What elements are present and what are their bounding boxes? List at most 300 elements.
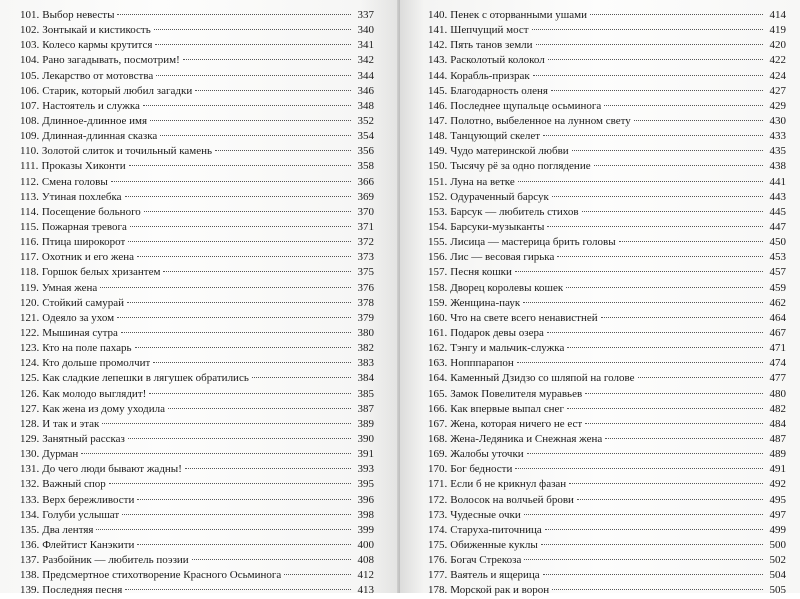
toc-entry-title: Как сладкие лепешки в лягушек обратились [42,372,249,385]
toc-entry [428,523,786,538]
toc-entry-page: 443 [769,190,786,203]
toc-entry-page: 399 [357,523,374,536]
toc-entry-title: Охотник и его жена [41,251,135,264]
toc-leader-dots [567,347,763,348]
toc-entry [428,114,786,129]
toc-entry-title: Важный спор [42,478,106,491]
toc-entry-title: Последнее щупальце осьминога [450,99,602,112]
toc-entry-page: 337 [357,9,374,21]
toc-entry-page: 495 [769,493,786,506]
toc-entry [20,296,374,311]
toc-entry-number: 108. [20,114,40,127]
toc-entry [20,583,374,598]
toc-entry-title: Танцующий скелет [450,130,541,143]
toc-leader-dots [130,226,351,227]
toc-entry-page: 390 [357,432,374,445]
toc-entry-number: 107. [20,99,40,112]
toc-leader-dots [96,529,351,530]
toc-entry [428,341,786,356]
toc-leader-dots [183,59,351,60]
toc-entry-number: 109. [20,130,40,143]
toc-entry-number: 128. [20,417,40,430]
toc-entry-number: 116. [20,236,39,249]
toc-entry-number: 127. [20,402,40,415]
toc-entry-number: 119. [20,281,39,294]
toc-entry-title: Разбойник — любитель поэзии [42,554,189,567]
toc-leader-dots [543,135,763,136]
toc-entry [20,38,374,53]
toc-leader-dots [155,44,351,45]
toc-entry [20,568,374,583]
toc-entry-number: 142. [428,39,448,52]
toc-entry [428,296,786,311]
toc-entry-title: Бог бедности [450,463,513,476]
toc-leader-dots [594,165,763,166]
toc-entry-title: Рано загадывать, посмотрим! [42,54,180,67]
toc-entry-title: Как молодо выглядит! [42,387,147,400]
toc-entry-page: 375 [357,266,374,279]
toc-entry-title: Колесо кармы крутится [42,39,153,52]
toc-entry-page: 378 [357,296,374,309]
toc-leader-dots [552,196,763,197]
toc-leader-dots [185,468,351,469]
toc-entry [428,538,786,553]
toc-entry [20,159,374,174]
toc-leader-dots [129,165,351,166]
toc-entry-number: 175. [428,538,448,551]
toc-entry-number: 110. [20,145,39,158]
right-page [400,0,800,597]
toc-leader-dots [524,559,763,560]
toc-leader-dots [117,317,351,318]
toc-entry-title: Чудо материнской любви [450,145,569,158]
toc-entry-title: Одеяло за ухом [42,311,115,324]
toc-entry-title: Золотой слиток и точильный камень [41,145,213,158]
toc-leader-dots [524,514,763,515]
toc-entry-number: 170. [428,463,448,476]
toc-entry-number: 144. [428,69,448,82]
toc-entry-number: 129. [20,432,40,445]
toc-leader-dots [137,256,351,257]
toc-entry-page: 504 [769,569,786,582]
toc-entry-title: Чудесные очки [450,508,521,521]
toc-leader-dots [545,529,763,530]
toc-entry-page: 412 [357,569,374,582]
toc-entry [428,417,786,432]
toc-entry-title: Выбор невесты [42,9,115,21]
toc-leader-dots [536,44,763,45]
toc-leader-dots [585,393,763,394]
toc-leader-dots [523,302,763,303]
toc-entry-page: 419 [769,24,786,37]
toc-leader-dots [192,559,351,560]
toc-entry [20,508,374,523]
toc-entry-title: Лекарство от мотовства [42,69,154,82]
toc-entry-title: Посещение больного [41,205,141,218]
toc-entry-page: 396 [357,493,374,506]
toc-entry-page: 441 [769,175,786,188]
toc-entry [428,129,786,144]
toc-entry-page: 477 [769,372,786,385]
toc-entry-title: Пожарная тревога [41,220,127,233]
toc-entry [20,144,374,159]
toc-entry [428,371,786,386]
toc-leader-dots [143,105,351,106]
toc-entry-title: Песня кошки [450,266,512,279]
toc-entry-number: 163. [428,357,448,370]
toc-entry-page: 450 [769,236,786,249]
toc-entry-page: 487 [769,432,786,445]
toc-entry [20,402,374,417]
toc-entry-page: 474 [769,357,786,370]
toc-entry-number: 101. [20,9,40,21]
toc-entry-page: 413 [357,584,374,597]
toc-entry-page: 395 [357,478,374,491]
toc-leader-dots [195,90,351,91]
toc-leader-dots [102,423,351,424]
toc-entry [428,477,786,492]
toc-entry-title: Луна на ветке [450,175,515,188]
toc-leader-dots [149,393,351,394]
toc-entry [428,69,786,84]
toc-entry-title: Волосок на волчьей брови [450,493,574,506]
toc-list-left [20,8,374,598]
toc-entry-page: 369 [357,190,374,203]
toc-entry-title: Верх бережливости [42,493,135,506]
toc-entry-number: 143. [428,54,448,67]
toc-leader-dots [566,287,763,288]
toc-entry-title: Расколотый колокол [450,54,545,67]
toc-entry-title: Лис — весовая гирька [450,251,555,264]
toc-entry [20,371,374,386]
toc-entry-title: Смена головы [41,175,108,188]
toc-entry-page: 346 [357,84,374,97]
toc-leader-dots [150,120,351,121]
left-page [0,0,400,597]
toc-entry-title: Тысячу рё за одно поглядение [450,160,591,173]
toc-entry-number: 122. [20,326,40,339]
toc-leader-dots [619,241,763,242]
toc-entry-page: 383 [357,357,374,370]
toc-entry-title: Как жена из дому уходила [42,402,165,415]
toc-entry-page: 462 [769,296,786,309]
toc-entry [20,23,374,38]
toc-entry-title: Дворец королевы кошек [450,281,564,294]
toc-entry-number: 118. [20,266,39,279]
toc-entry [428,265,786,280]
toc-entry-page: 358 [357,160,374,173]
toc-leader-dots [515,468,763,469]
toc-entry-number: 178. [428,584,448,597]
toc-entry-title: Жена, которая ничего не ест [450,417,583,430]
toc-entry [428,190,786,205]
toc-entry-page: 420 [769,39,786,52]
toc-entry [428,220,786,235]
toc-leader-dots [605,438,763,439]
toc-entry-title: Обиженные куклы [450,538,538,551]
toc-entry-title: Нопппарапон [450,357,514,370]
toc-entry-page: 400 [357,538,374,551]
toc-entry [428,553,786,568]
toc-leader-dots [111,181,351,182]
toc-entry-page: 348 [357,99,374,112]
toc-entry-page: 382 [357,342,374,355]
toc-entry [20,477,374,492]
toc-entry-title: Птица широкорот [41,236,126,249]
toc-entry-page: 341 [357,39,374,52]
toc-entry [20,553,374,568]
toc-entry-number: 155. [428,236,448,249]
toc-leader-dots [122,514,351,515]
toc-leader-dots [144,211,351,212]
toc-entry-title: Занятный рассказ [42,432,125,445]
toc-entry-title: Мышиная сутра [42,326,118,339]
toc-leader-dots [585,423,763,424]
toc-entry-number: 157. [428,266,448,279]
toc-leader-dots [156,75,351,76]
toc-leader-dots [168,408,351,409]
toc-entry-title: Замок Повелителя муравьев [450,387,583,400]
toc-leader-dots [137,499,351,500]
toc-entry-page: 340 [357,24,374,37]
toc-entry [428,175,786,190]
toc-entry-title: До чего люди бывают жадны! [42,463,182,476]
toc-entry-number: 138. [20,569,40,582]
toc-entry-page: 391 [357,448,374,461]
toc-entry [428,99,786,114]
toc-entry [428,432,786,447]
toc-entry-number: 131. [20,463,40,476]
toc-entry [20,53,374,68]
toc-entry-number: 145. [428,84,448,97]
toc-entry-number: 140. [428,9,448,21]
toc-entry-title: Длинное-длинное имя [42,114,148,127]
toc-entry-page: 366 [357,175,374,188]
toc-leader-dots [284,574,351,575]
toc-entry-number: 121. [20,311,40,324]
toc-entry-title: Женщина-паук [450,296,521,309]
toc-leader-dots [527,453,763,454]
toc-entry-number: 102. [20,24,40,37]
toc-leader-dots [109,483,351,484]
toc-leader-dots [638,377,763,378]
toc-entry-page: 502 [769,554,786,567]
toc-entry-number: 133. [20,493,40,506]
toc-entry-number: 125. [20,372,40,385]
toc-entry [20,417,374,432]
toc-entry-page: 380 [357,326,374,339]
toc-entry-page: 352 [357,114,374,127]
toc-entry-title: Барсуки-музыканты [450,220,545,233]
toc-entry-number: 153. [428,205,448,218]
toc-entry-title: Шепчущий мост [450,24,529,37]
toc-leader-dots [153,362,351,363]
toc-entry-page: 499 [769,523,786,536]
toc-entry-title: Настоятель и служка [42,99,140,112]
toc-leader-dots [100,287,351,288]
toc-entry-title: Кто дольше промолчит [42,357,151,370]
toc-entry-title: Благодарность оленя [450,84,548,97]
toc-entry-number: 146. [428,99,448,112]
toc-entry [428,159,786,174]
toc-entry-number: 132. [20,478,40,491]
toc-entry-number: 103. [20,39,40,52]
toc-entry [20,311,374,326]
toc-entry [428,144,786,159]
toc-entry [428,402,786,417]
toc-entry-title: Предсмертное стихотворение Красного Осьминога [42,569,282,582]
toc-leader-dots [547,226,763,227]
toc-leader-dots [137,544,351,545]
toc-entry-number: 176. [428,554,448,567]
toc-entry [20,326,374,341]
toc-entry-title: Морской рак и ворон [450,584,550,597]
toc-entry [20,538,374,553]
toc-entry-page: 344 [357,69,374,82]
toc-entry-page: 393 [357,463,374,476]
toc-entry-title: Что на свете всего ненавистней [450,311,598,324]
toc-entry-page: 372 [357,236,374,249]
toc-entry [20,69,374,84]
toc-leader-dots [81,453,351,454]
toc-entry-number: 164. [428,372,448,385]
toc-leader-dots [125,589,351,590]
toc-entry-title: Старик, который любил загадки [42,84,193,97]
toc-entry [428,387,786,402]
toc-entry [20,356,374,371]
toc-entry-page: 497 [769,508,786,521]
toc-entry-page: 480 [769,387,786,400]
toc-entry-title: Корабль-призрак [450,69,530,82]
toc-entry-number: 161. [428,326,448,339]
toc-entry [20,341,374,356]
toc-entry-number: 120. [20,296,40,309]
toc-entry-number: 167. [428,417,448,430]
toc-leader-dots [117,14,351,15]
toc-leader-dots [541,544,763,545]
toc-entry-title: Барсук — любитель стихов [450,205,579,218]
toc-leader-dots [160,135,351,136]
toc-entry-number: 154. [428,220,448,233]
toc-entry-page: 354 [357,130,374,143]
toc-entry-number: 171. [428,478,448,491]
toc-entry-page: 424 [769,69,786,82]
toc-leader-dots [532,29,763,30]
toc-entry-page: 342 [357,54,374,67]
toc-entry-number: 158. [428,281,448,294]
toc-entry-title: Проказы Хиконти [41,160,126,173]
toc-entry-page: 464 [769,311,786,324]
toc-entry [428,356,786,371]
toc-entry [20,235,374,250]
toc-entry [428,235,786,250]
toc-leader-dots [601,317,763,318]
toc-entry-number: 150. [428,160,448,173]
toc-entry-page: 491 [769,463,786,476]
toc-entry [20,8,374,23]
toc-leader-dots [517,362,763,363]
toc-leader-dots [215,150,351,151]
toc-entry [428,8,786,23]
toc-entry-page: 422 [769,54,786,67]
toc-leader-dots [590,14,763,15]
toc-entry-title: Умная жена [41,281,98,294]
toc-leader-dots [552,589,763,590]
toc-leader-dots [604,105,763,106]
toc-entry-number: 160. [428,311,448,324]
toc-entry [20,129,374,144]
toc-entry-number: 123. [20,342,40,355]
toc-entry-number: 126. [20,387,40,400]
toc-leader-dots [572,150,763,151]
toc-leader-dots [252,377,351,378]
toc-entry-number: 165. [428,387,448,400]
toc-entry-number: 111. [20,160,39,173]
toc-entry [20,281,374,296]
toc-entry [20,220,374,235]
toc-entry-title: Дурман [42,448,79,461]
toc-entry-page: 370 [357,205,374,218]
toc-entry [20,175,374,190]
toc-entry-number: 148. [428,130,448,143]
toc-leader-dots [515,271,763,272]
toc-entry-number: 130. [20,448,40,461]
toc-entry-number: 166. [428,402,448,415]
toc-entry-page: 438 [769,160,786,173]
toc-leader-dots [577,499,763,500]
toc-entry [428,205,786,220]
toc-entry [428,583,786,598]
toc-entry [20,447,374,462]
toc-entry-title: Пенек с оторванными ушами [450,9,587,21]
toc-entry [428,250,786,265]
toc-entry-title: Пять танов земли [450,39,533,52]
toc-entry-number: 115. [20,220,39,233]
toc-entry-page: 429 [769,99,786,112]
toc-leader-dots [518,181,763,182]
toc-entry-title: И так и этак [42,417,100,430]
toc-entry [428,311,786,326]
toc-entry-page: 453 [769,251,786,264]
toc-entry [20,493,374,508]
toc-entry [20,114,374,129]
toc-entry-number: 152. [428,190,448,203]
toc-entry-page: 384 [357,372,374,385]
toc-entry-page: 387 [357,402,374,415]
toc-leader-dots [163,271,351,272]
toc-entry-page: 408 [357,554,374,567]
toc-entry [428,53,786,68]
toc-entry [428,38,786,53]
toc-entry-number: 136. [20,538,40,551]
toc-entry [20,523,374,538]
toc-entry-number: 105. [20,69,40,82]
toc-entry-title: Длинная-длинная сказка [42,130,158,143]
toc-entry-page: 376 [357,281,374,294]
toc-entry-title: Жена-Ледяника и Снежная жена [450,432,603,445]
toc-entry-number: 106. [20,84,40,97]
toc-entry-title: Старуха-питочница [450,523,542,536]
toc-entry-title: Каменный Дзидзо со шляпой на голове [450,372,635,385]
toc-entry-title: Жалобы уточки [450,448,524,461]
toc-entry-number: 162. [428,342,448,355]
toc-entry-number: 159. [428,296,448,309]
toc-leader-dots [547,332,763,333]
toc-entry [20,387,374,402]
toc-entry-number: 149. [428,145,448,158]
toc-leader-dots [548,59,763,60]
toc-entry-page: 484 [769,417,786,430]
